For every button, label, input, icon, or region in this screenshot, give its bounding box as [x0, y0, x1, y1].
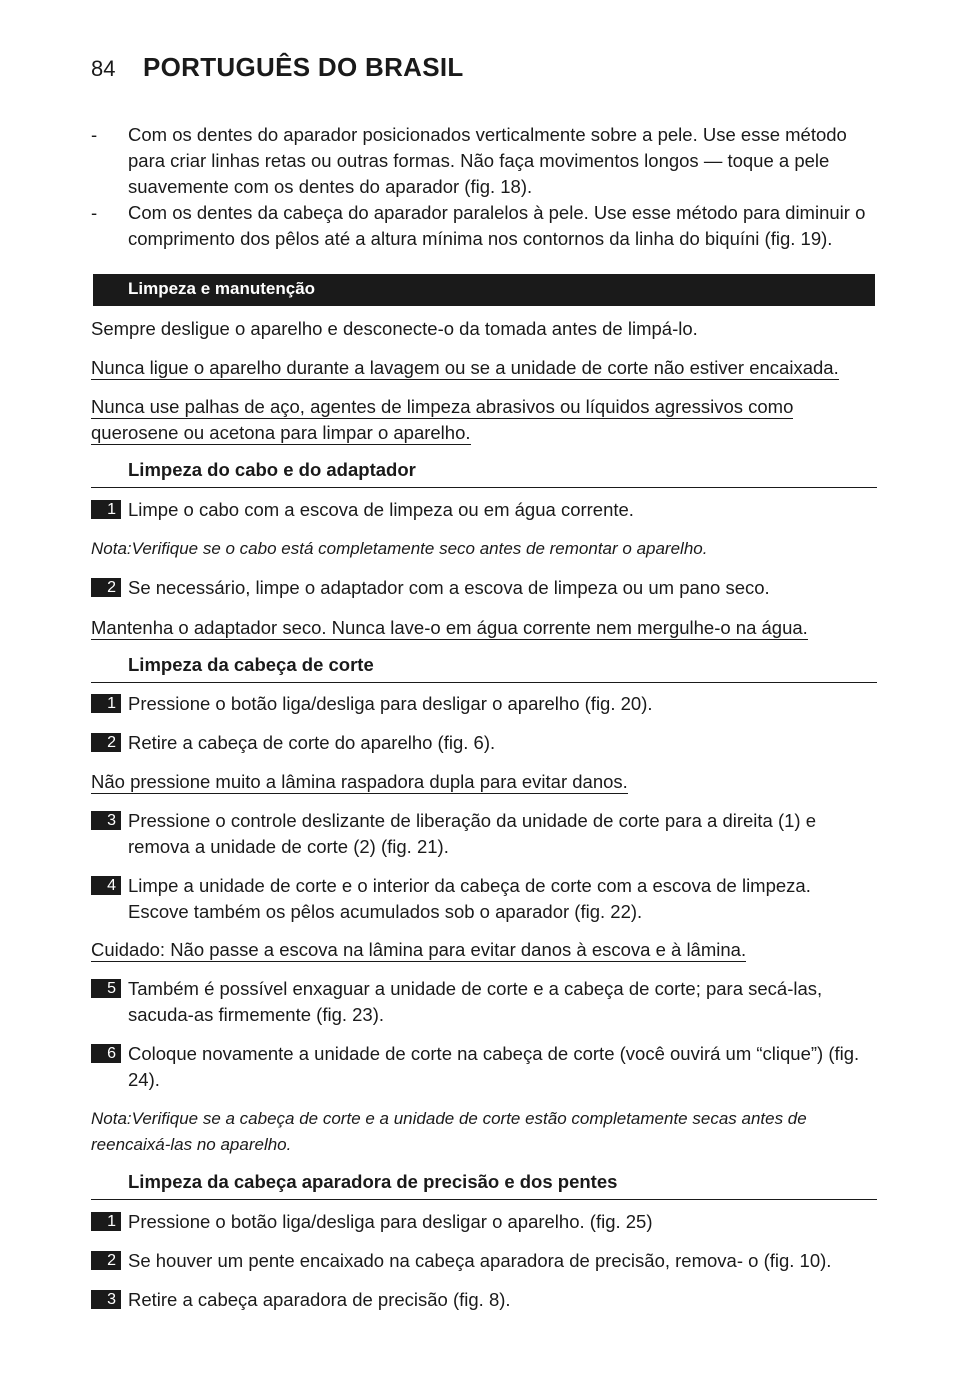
bullet-item: Com os dentes da cabeça do aparador paralelos à pele. Use esse método para diminuir o comprimento dos pêlos até a altura mínima nos contornos da linha do biquíni (fig. 19).: [128, 202, 866, 249]
step-number: 3: [91, 811, 121, 830]
step-text: Coloque novamente a unidade de corte na cabeça de corte (você ouvirá um “clique”) (fig. 24).: [128, 1043, 860, 1090]
note-text: Nota:Verifique se a cabeça de corte e a unidade de corte estão completamente secas antes de reencaixá-las no aparelho.: [91, 1109, 807, 1154]
step-number: 4: [91, 876, 121, 895]
step-text: Se houver um pente encaixado na cabeça aparadora de precisão, remova- o (fig. 10).: [128, 1250, 832, 1271]
bullet-marker: -: [91, 202, 98, 223]
step-number: 3: [91, 1290, 121, 1309]
step-number: 1: [91, 1212, 121, 1231]
step-text: Limpe o cabo com a escova de limpeza ou em água corrente.: [128, 499, 634, 520]
step-text: Se necessário, limpe o adaptador com a escova de limpeza ou um pano seco.: [128, 577, 770, 598]
step-text: Pressione o botão liga/desliga para desligar o aparelho. (fig. 25): [128, 1211, 653, 1232]
intro-text: Sempre desligue o aparelho e desconecte-o da tomada antes de limpá-lo.: [91, 318, 698, 339]
section-header: [93, 274, 875, 306]
step-text: Limpe a unidade de corte e o interior da cabeça de corte com a escova de limpeza. Escove também os pêlos acumulados sob o aparador (fig. 22).: [128, 875, 811, 922]
warning-text: Não pressione muito a lâmina raspadora dupla para evitar danos.: [91, 771, 628, 792]
subsection-title: Limpeza da cabeça aparadora de precisão e dos pentes: [128, 1171, 618, 1192]
warning-text: Mantenha o adaptador seco. Nunca lave-o em água corrente nem mergulhe-o na água.: [91, 617, 808, 638]
step-number: 2: [91, 733, 121, 752]
bullet-item: Com os dentes do aparador posicionados verticalmente sobre a pele. Use esse método para criar linhas retas ou outras formas. Não faça movimentos longos — toque a pele suavemente com os dentes do aparador (fig. 18).: [128, 124, 847, 197]
step-number: 1: [91, 694, 121, 713]
subsection-title: Limpeza da cabeça de corte: [128, 654, 374, 675]
warning-text: Nunca ligue o aparelho durante a lavagem ou se a unidade de corte não estiver encaixada.: [91, 357, 839, 378]
page-title: PORTUGUÊS DO BRASIL: [143, 52, 464, 82]
bullet-marker: -: [91, 124, 98, 145]
step-number: 1: [91, 500, 121, 519]
subsection-header: [91, 652, 877, 683]
step-number: 5: [91, 979, 121, 998]
step-text: Pressione o botão liga/desliga para desligar o aparelho (fig. 20).: [128, 693, 653, 714]
warning-text: Cuidado: Não passe a escova na lâmina para evitar danos à escova e à lâmina.: [91, 939, 747, 960]
subsection-title: Limpeza do cabo e do adaptador: [128, 459, 416, 480]
page-number: 84: [91, 56, 116, 81]
step-text: Pressione o controle deslizante de liberação da unidade de corte para a direita (1) e remova a unidade de corte (2) (fig. 21).: [128, 810, 817, 857]
note-text: Nota:Verifique se o cabo está completamente seco antes de remontar o aparelho.: [91, 539, 708, 558]
step-text: Também é possível enxaguar a unidade de corte e a cabeça de corte; para secá-las, sacuda-as firmemente (fig. 23).: [128, 978, 823, 1025]
step-text: Retire a cabeça de corte do aparelho (fig. 6).: [128, 732, 496, 753]
section-title: Limpeza e manutenção: [128, 279, 316, 298]
step-number: 2: [91, 578, 121, 597]
subsection-header: [91, 457, 877, 488]
warning-text: querosene ou acetona para limpar o aparelho.: [91, 422, 471, 443]
subsection-header: [91, 1169, 877, 1200]
step-text: Retire a cabeça aparadora de precisão (fig. 8).: [128, 1289, 511, 1310]
step-number: 6: [91, 1044, 121, 1063]
step-number: 2: [91, 1251, 121, 1270]
warning-text: Nunca use palhas de aço, agentes de limpeza abrasivos ou líquidos agressivos como: [91, 396, 794, 417]
